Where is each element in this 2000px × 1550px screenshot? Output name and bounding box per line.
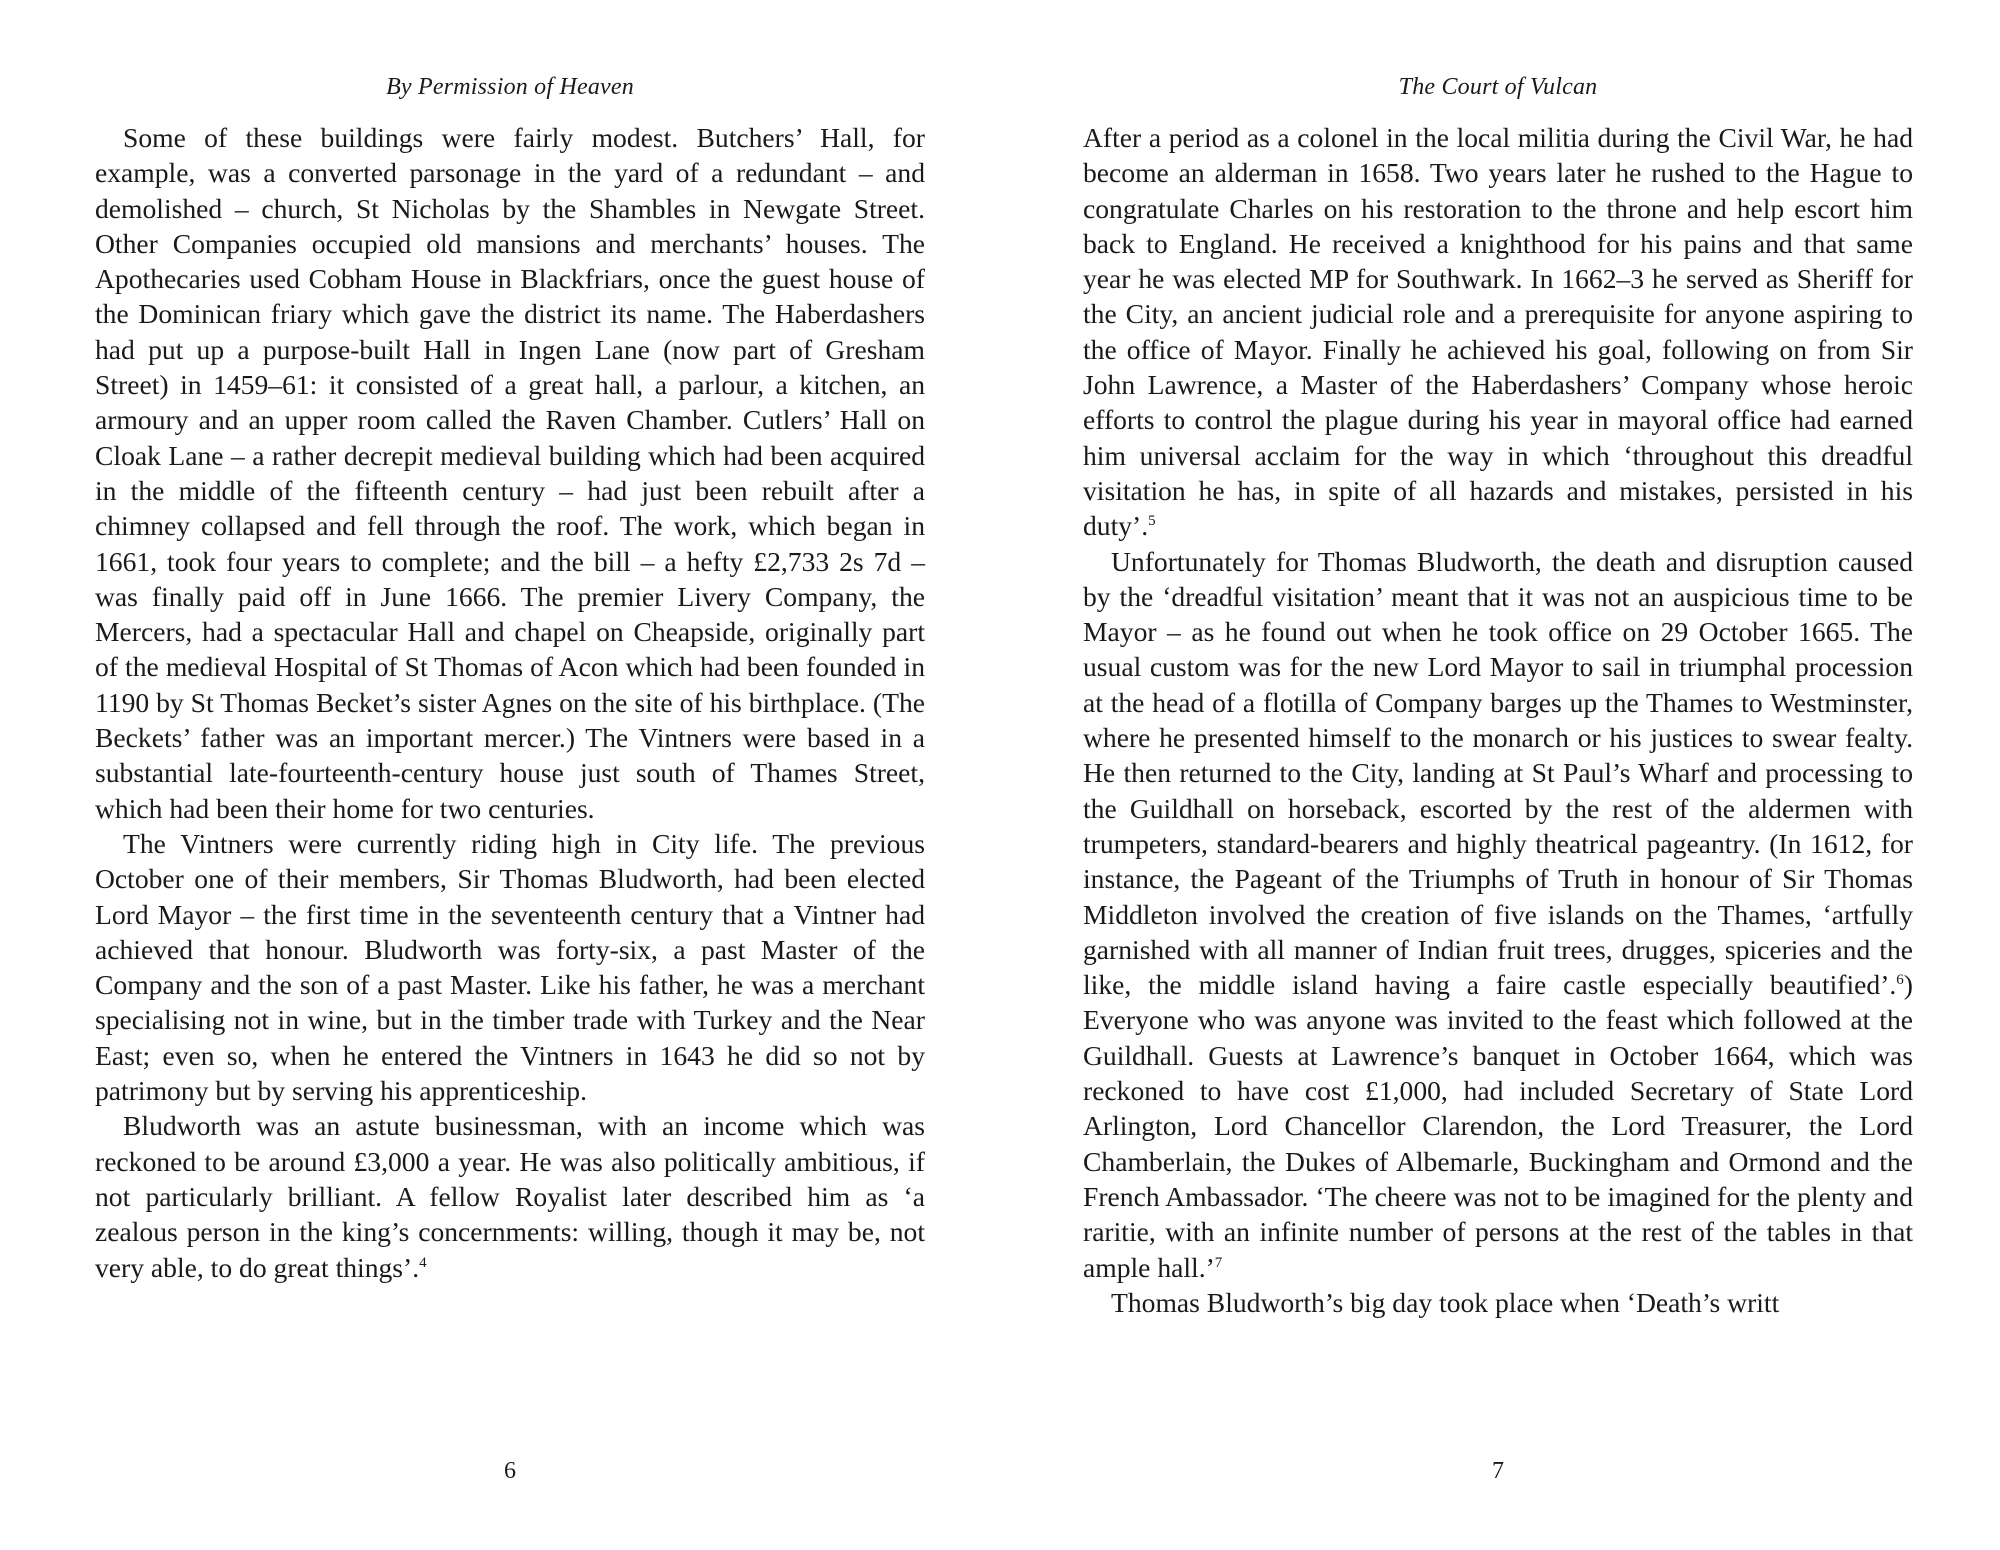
paragraph-text: ) Everyone who was anyone was invited to the feast which followed at the Guildhall. Guests at Lawrence’s banquet in October 1664, which was reckoned to have cost £1,000, had included Secretary of State Lord Arlington, Lord Chancellor Clarendon, the Lord Treasurer, the Lord Chamberlain, the Dukes of Albemarle, Buckingham and Ormond and the French Ambassador. ‘The cheere was not to be imagined for the plenty and raritie, with an infinite number of persons at the rest of the tables in that ample hall.’	[1083, 969, 1913, 1283]
body-text	[1083, 120, 1913, 1320]
footnote-marker: 5	[1148, 513, 1156, 530]
paragraph	[1083, 120, 1913, 544]
paragraph	[1083, 1285, 1913, 1320]
footnote-marker: 6	[1896, 972, 1904, 989]
right-page	[1083, 0, 1913, 1550]
paragraph-text: Some of these buildings were fairly modest. Butchers’ Hall, for example, was a converted parsonage in the yard of a redundant – and demolished – church, St Nicholas by the Shambles in Newgate Street. Other Companies occupied old mansions and merchants’ houses. The Apothecaries used Cobham House in Blackfriars, once the guest house of the Dominican friary which gave the district its name. The Haberdashers had put up a purpose-built Hall in Ingen Lane (now part of Gresham Street) in 1459–61: it consisted of a great hall, a parlour, a kitchen, an armoury and an upper room called the Raven Chamber. Cutlers’ Hall on Cloak Lane – a rather decrepit medieval building which had been acquired in the middle of the fifteenth century – had just been rebuilt after a chimney collapsed and fell through the roof. The work, which began in 1661, took four years to complete; and the bill – a hefty £2,733 2s 7d – was finally paid off in June 1666. The premier Livery Company, the Mercers, had a spectacular Hall and chapel on Cheapside, originally part of the medieval Hospital of St Thomas of Acon which had been founded in 1190 by St Thomas Becket’s sister Agnes on the site of his birthplace. (The Beckets’ father was an important mercer.) The Vintners were based in a substantial late-fourteenth-century house just south of Thames Street, which had been their home for two centuries.	[95, 122, 925, 824]
paragraph	[95, 826, 925, 1108]
page-number: 7	[1492, 1458, 1504, 1484]
paragraph-text: Bludworth was an astute businessman, with an income which was reckoned to be around £3,000 a year. He was also politically ambitious, if not particularly brilliant. A fellow Royalist later described him as ‘a zealous person in the king’s concernments: willing, though it may be, not very able, to do great things’.	[95, 1110, 925, 1283]
body-text	[95, 120, 925, 1285]
paragraph	[1083, 544, 1913, 1285]
paragraph-text: Unfortunately for Thomas Bludworth, the death and disruption caused by the ‘dreadful visitation’ meant that it was not an auspicious time to be Mayor – as he found out when he took office on 29 October 1665. The usual custom was for the new Lord Mayor to sail in triumphal procession at the head of a flotilla of Company barges up the Thames to Westminster, where he presented himself to the monarch or his justices to swear fealty. He then returned to the City, landing at St Paul’s Wharf and processing to the Guildhall on horseback, escorted by the rest of the aldermen with trumpeters, standard-bearers and highly theatrical pageantry. (In 1612, for instance, the Pageant of the Triumphs of Truth in honour of Sir Thomas Middleton involved the creation of five islands on the Thames, ‘artfully garnished with all manner of Indian fruit trees, drugges, spiceries and the like, the middle island having a faire castle especially beautified’.	[1083, 545, 1913, 1001]
running-head: By Permission of Heaven	[386, 74, 634, 100]
paragraph	[95, 120, 925, 826]
left-page	[95, 0, 925, 1550]
paragraph	[95, 1108, 925, 1284]
running-head: The Court of Vulcan	[1398, 74, 1598, 100]
paragraph-text: The Vintners were currently riding high in City life. The previous October one of their members, Sir Thomas Bludworth, had been elected Lord Mayor – the first time in the seventeenth century that a Vintner had achieved that honour. Bludworth was forty-six, a past Master of the Company and the son of a past Master. Like his father, he was a merchant specialising not in wine, but in the timber trade with Turkey and the Near East; even so, when he entered the Vintners in 1643 he did so not by patrimony but by serving his apprenticeship.	[95, 827, 925, 1107]
paragraph-text: Thomas Bludworth’s big day took place when ‘Death’s writt	[1111, 1286, 1780, 1318]
footnote-marker: 7	[1214, 1254, 1223, 1271]
paragraph-text: After a period as a colonel in the local militia during the Civil War, he had become an alderman in 1658. Two years later he rushed to the Hague to congratulate Charles on his restoration to the throne and help escort him back to England. He received a knighthood for his pains and that same year he was elected MP for Southwark. In 1662–3 he served as Sheriff for the City, an ancient judicial role and a prerequisite for anyone aspiring to the office of Mayor. Finally he achieved his goal, following on from Sir John Lawrence, a Master of the Haberdashers’ Company whose heroic efforts to control the plague during his year in mayoral office had earned him universal acclaim for the way in which ‘throughout this dreadful visitation he has, in spite of all hazards and mistakes, persisted in his duty’.	[1083, 122, 1913, 542]
footnote-marker: 4	[419, 1254, 427, 1271]
page-number: 6	[504, 1458, 516, 1484]
